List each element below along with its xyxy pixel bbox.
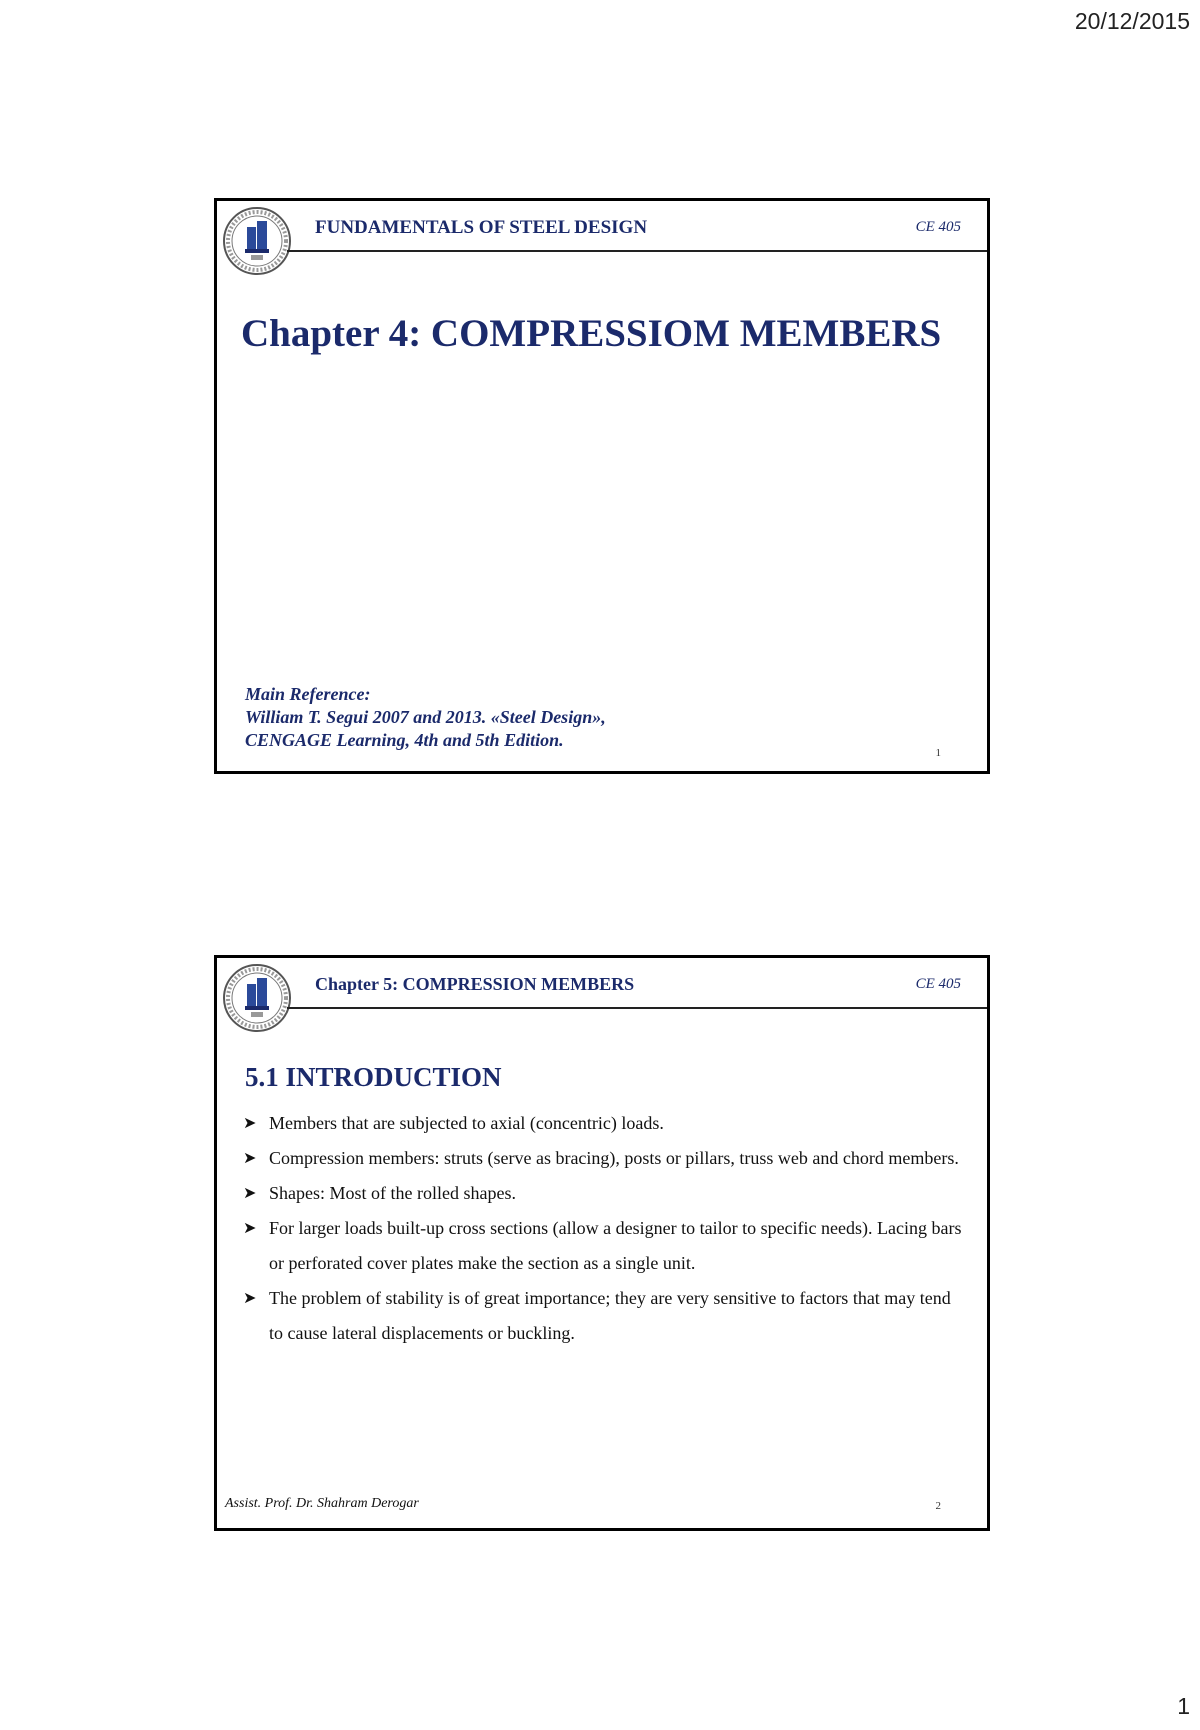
header-divider (287, 1007, 987, 1009)
list-item: ➤ Shapes: Most of the rolled shapes. (243, 1176, 963, 1211)
chapter-title: Chapter 4: COMPRESSIOM MEMBERS (241, 312, 942, 355)
arrowhead-bullet-icon: ➤ (243, 1185, 257, 1202)
list-item: ➤ Compression members: struts (serve as bracing), posts or pillars, truss web and chord members. (243, 1141, 963, 1176)
header-title: FUNDAMENTALS OF STEEL DESIGN (315, 217, 648, 238)
slide-header (217, 201, 987, 271)
arrowhead-bullet-icon: ➤ (243, 1150, 257, 1167)
slide-2 (214, 955, 990, 1531)
header-divider (287, 250, 987, 252)
university-seal-logo-icon (221, 962, 293, 1034)
course-code: CE 405 (915, 976, 961, 992)
section-heading: 5.1 INTRODUCTION (245, 1062, 502, 1092)
slide-author: Assist. Prof. Dr. Shahram Derogar (225, 1496, 419, 1511)
header-title: Chapter 5: COMPRESSION MEMBERS (315, 974, 635, 994)
slide-number: 1 (935, 747, 941, 759)
arrowhead-bullet-icon: ➤ (243, 1115, 257, 1132)
print-page-number: 1 (1177, 1693, 1190, 1719)
reference-line-1: William T. Segui 2007 and 2013. «Steel Design», (245, 707, 606, 727)
print-date: 20/12/2015 (1074, 8, 1190, 34)
reference-line-2: CENGAGE Learning, 4th and 5th Edition. (245, 730, 564, 750)
slide-number: 2 (935, 1500, 941, 1512)
slide-header (217, 958, 987, 1028)
course-code: CE 405 (915, 219, 961, 235)
arrowhead-bullet-icon: ➤ (243, 1220, 257, 1237)
bullet-list (243, 1106, 963, 1351)
list-item: ➤ Members that are subjected to axial (concentric) loads. (243, 1106, 963, 1141)
arrowhead-bullet-icon: ➤ (243, 1290, 257, 1307)
reference-label: Main Reference: (245, 684, 371, 704)
list-item: ➤ For larger loads built-up cross sections (allow a designer to tailor to specific needs). Lacing bars or perforated cover plates make the section as a single unit. (243, 1211, 963, 1281)
main-reference (245, 683, 606, 752)
list-item: ➤ The problem of stability is of great importance; they are very sensitive to factors that may tend to cause lateral displacements or buckling. (243, 1281, 963, 1351)
university-seal-logo-icon (221, 205, 293, 277)
slide-1 (214, 198, 990, 774)
